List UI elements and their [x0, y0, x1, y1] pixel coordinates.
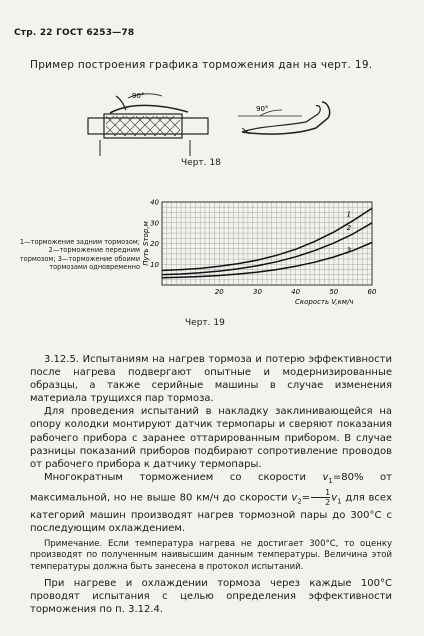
paragraph-cooling: При нагреве и охлаждении тормоза через каждые 100°С проводят испытания с целью определения эффективности торможения по п. 3.12.4. — [30, 577, 392, 616]
x-tick-label: 60 — [367, 288, 377, 296]
y-axis-label: Путь Sтор,м — [142, 221, 150, 266]
y-tick-label: 20 — [150, 240, 159, 248]
paragraph-thermocouple: Для проведения испытаний в накладку заклинивающейся на опору колодки монтируют датчик термопары и сверяют показания рабочего прибора с заранее оттарированным прибором. В случае разницы показаний приборов подбирают сопротивление проводов от рабочего прибора к датчику термопары. — [30, 406, 392, 470]
y-tick-label: 10 — [150, 260, 159, 269]
series-label-2: 2 — [346, 223, 352, 232]
x-axis-label: Скорость V,км/ч — [294, 298, 354, 306]
x-tick-label: 40 — [291, 288, 301, 296]
note: Примечание. Если температура нагрева не достигает 300°С, то оценку производят по полученным наивысшим данным температуры. Величина этой температуры должна быть занесена в протокол испытаний. — [30, 538, 392, 572]
figure-18 — [70, 88, 340, 158]
body-text — [30, 353, 392, 616]
paragraph-3-12-5: 3.12.5. Испытаниям на нагрев тормоза и потерю эффективности после нагрева подвергают опытные и модернизированные образцы, а также серийные машины в случае изменения материала трущихся пар тормоза. — [30, 354, 392, 405]
x-tick-label: 20 — [214, 288, 224, 296]
angle-left-label: 90° — [132, 92, 145, 100]
x-tick-label: 30 — [252, 288, 262, 296]
y-tick-label: 40 — [150, 198, 159, 207]
angle-right-label: 90° — [256, 105, 269, 113]
intro-sentence: Пример построения графика торможения дан на черт. 19. — [30, 59, 373, 71]
y-tick-label: 30 — [150, 219, 159, 228]
paragraph-heating: Многократным торможением со скорости $v_1=80\%$ от максимальной, но не выше 80 км/ч до скорости $v_2=$ $\frac{1}{2}$ $v_1$ для всех категорий машин производят нагрев тормозной пары до 300°С с последующим охлаждением. — [30, 471, 392, 534]
page-header: Стр. 22 ГОСТ 6253—78 — [14, 28, 135, 38]
series-label-3: 3 — [346, 246, 352, 255]
figure-19-chart — [140, 192, 390, 312]
fraction-one-half: $\frac{1}{2}$ — [311, 488, 330, 507]
figure-18-caption: Черт. 18 — [181, 158, 221, 168]
figure-19-legend: 1—торможение задним тормозом; 2—торможение передним тормозом; 3—торможение обоими тормозами одновременно — [19, 238, 140, 271]
figure-19-caption: Черт. 19 — [185, 318, 225, 328]
x-tick-label: 50 — [329, 288, 339, 296]
series-label-1: 1 — [346, 210, 352, 219]
